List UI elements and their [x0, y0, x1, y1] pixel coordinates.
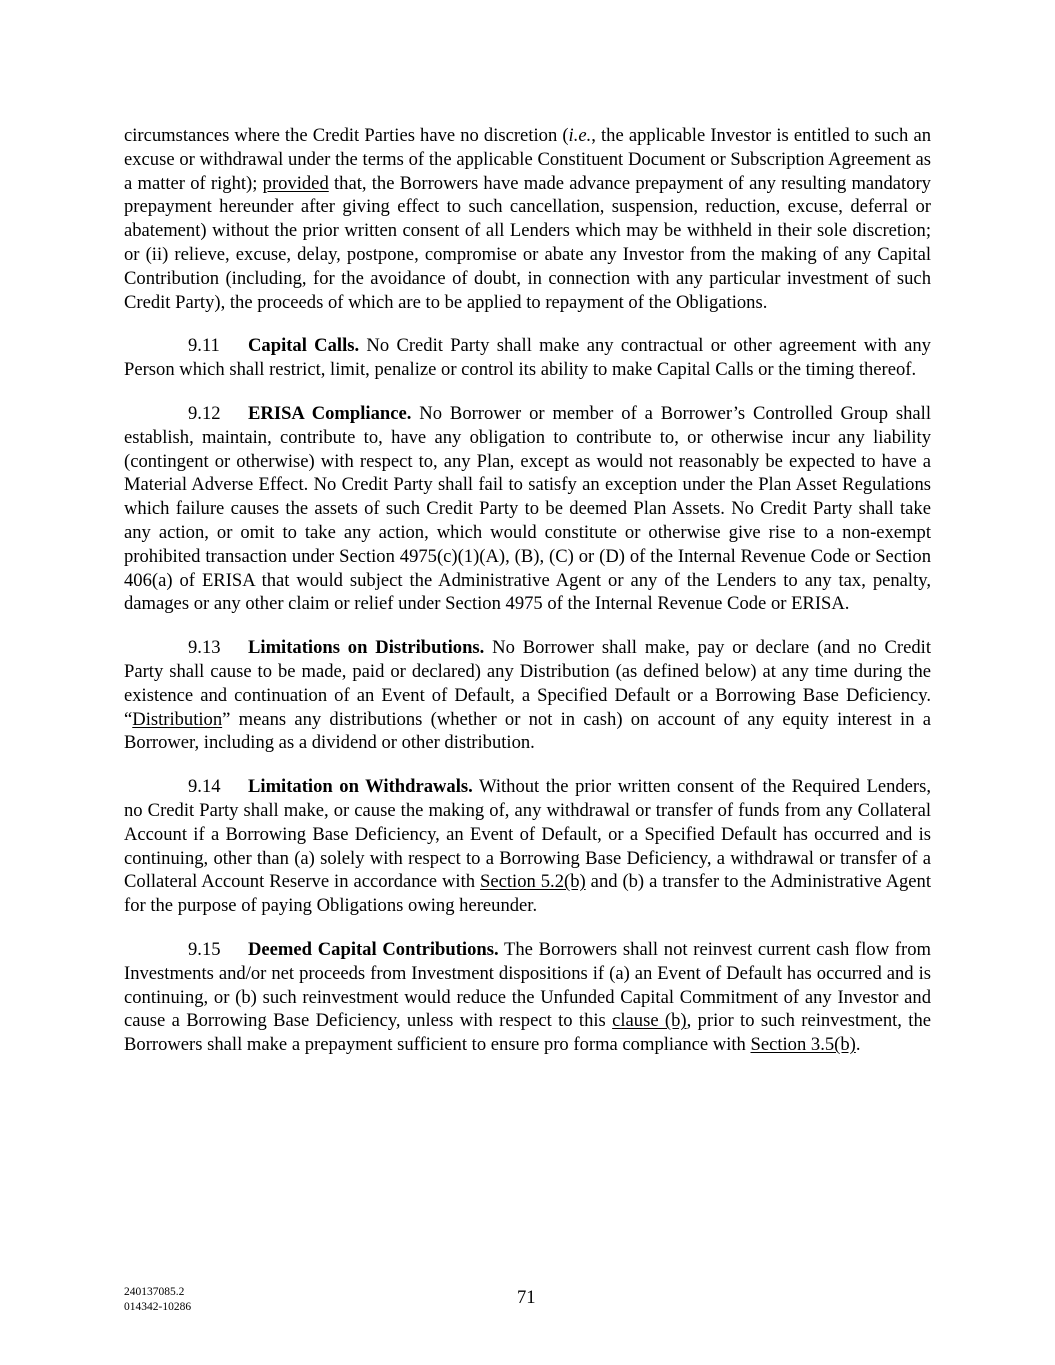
- section-number: 9.15: [188, 938, 221, 960]
- body-text: ” means any distributions (whether or not in cash) on account of any equity interest in a Borrower, including as a dividend or other distribution.: [124, 708, 931, 754]
- paragraph-list: [124, 124, 931, 1057]
- section-heading: Limitation on Withdrawals.: [248, 776, 473, 798]
- matter-id: 014342-10286: [124, 1301, 192, 1313]
- page-number: 71: [517, 1287, 536, 1308]
- defined-term-reference: Section 5.2(b): [480, 871, 586, 893]
- paragraph-continuation: [124, 124, 931, 314]
- body-text: circumstances where the Credit Parties have no discretion (: [124, 125, 569, 146]
- body-text: , prior to such reinvestment, the Borrowers shall make a prepayment sufficient to ensure pro forma compliance with: [124, 1010, 931, 1056]
- paragraph-9-11: [124, 334, 931, 382]
- defined-term-reference: Distribution: [132, 708, 223, 730]
- defined-term-reference: clause (b): [612, 1010, 687, 1032]
- body-text: No Borrower or member of a Borrower’s Controlled Group shall establish, maintain, contribute to, have any obligation to contribute to, or otherwise incur any liability (contingent or otherwise) with respect to, any Plan, except as would not reasonably be expected to have a Material Adverse Effect. No Credit Party shall fail to satisfy an exception under the Plan Asset Regulations which failure causes the assets of such Credit Party to be deemed Plan Assets. No Credit Party shall take any action, or omit to take any action, which would constitute or otherwise give rise to a non-exempt prohibited transaction under Section 4975(c)(1)(A), (B), (C) or (D) of the Internal Revenue Code or Section 406(a) of ERISA that would subject the Administrative Agent or any of the Lenders to any tax, penalty, damages or any other claim or relief under Section 4975 of the Internal Revenue Code or ERISA.: [124, 402, 932, 615]
- section-heading: ERISA Compliance.: [248, 402, 412, 424]
- body-text: and (b) a transfer to the Administrative Agent for the purpose of paying Obligations owing hereunder.: [124, 871, 932, 917]
- body-text: The Borrowers shall not reinvest current cash flow from Investments and/or net proceeds from Investment dispositions if (a) an Event of Default has occurred and is continuing, or (b) such reinvestment would reduce the Unfunded Capital Commitment of any Investor and cause a Borrowing Base Deficiency, unless with respect to this: [124, 938, 932, 1032]
- body-text: No Borrower shall make, pay or declare (and no Credit Party shall cause to be made, paid or declared) any Distribution (as defined below) at any time during the existence and continuation of an Event of Default, a Specified Default or a Borrowing Base Deficiency. “: [124, 637, 931, 730]
- section-heading: Deemed Capital Contributions.: [248, 938, 499, 960]
- paragraph-9-12: [124, 402, 931, 616]
- defined-term-reference: provided: [262, 172, 329, 194]
- paragraph-9-15: [124, 938, 931, 1057]
- paragraph-9-13: [124, 636, 931, 755]
- paragraph-9-14: [124, 775, 931, 918]
- document-body: [124, 124, 931, 1077]
- body-text: i.e.: [568, 125, 592, 146]
- body-text: No Credit Party shall make any contractual or other agreement with any Person which shall restrict, limit, penalize or control its ability to make Capital Calls or the timing thereof.: [124, 335, 931, 381]
- section-number: 9.12: [188, 402, 221, 424]
- footer-document-ids: [124, 1285, 191, 1315]
- defined-term-reference: Section 3.5(b): [750, 1034, 856, 1056]
- body-text: Without the prior written consent of the Required Lenders, no Credit Party shall make, or cause the making of, any withdrawal or transfer of funds from any Collateral Account if a Borrowing Base Deficiency, an Event of Default, or a Specified Default has occurred and is continuing, other than (a) solely with respect to a Borrowing Base Deficiency, a withdrawal or transfer of a Collateral Account Reserve in accordance with: [124, 776, 931, 893]
- body-text: , the applicable Investor is entitled to such an excuse or withdrawal under the terms of the applicable Constituent Document or Subscription Agreement as a matter of right);: [124, 125, 932, 194]
- section-number: 9.11: [188, 335, 220, 357]
- body-text: .: [855, 1034, 861, 1056]
- body-text: that, the Borrowers have made advance prepayment of any resulting mandatory prepayment hereunder after giving effect to such cancellation, suspension, reduction, excuse, deferral or abatement) without the prior written consent of all Lenders which may be withheld in their sole discretion; or (ii) relieve, excuse, delay, postpone, compromise or abate any Investor from the making of any Capital Contribution (including, for the avoidance of doubt, in connection with any particular investment of such Credit Party), the proceeds of which are to be applied to repayment of the Obligations.: [124, 172, 931, 313]
- section-heading: Capital Calls.: [248, 335, 360, 357]
- section-heading: Limitations on Distributions.: [248, 637, 485, 659]
- section-number: 9.14: [188, 776, 221, 798]
- section-number: 9.13: [188, 637, 221, 659]
- document-id: 240137085.2: [124, 1286, 185, 1298]
